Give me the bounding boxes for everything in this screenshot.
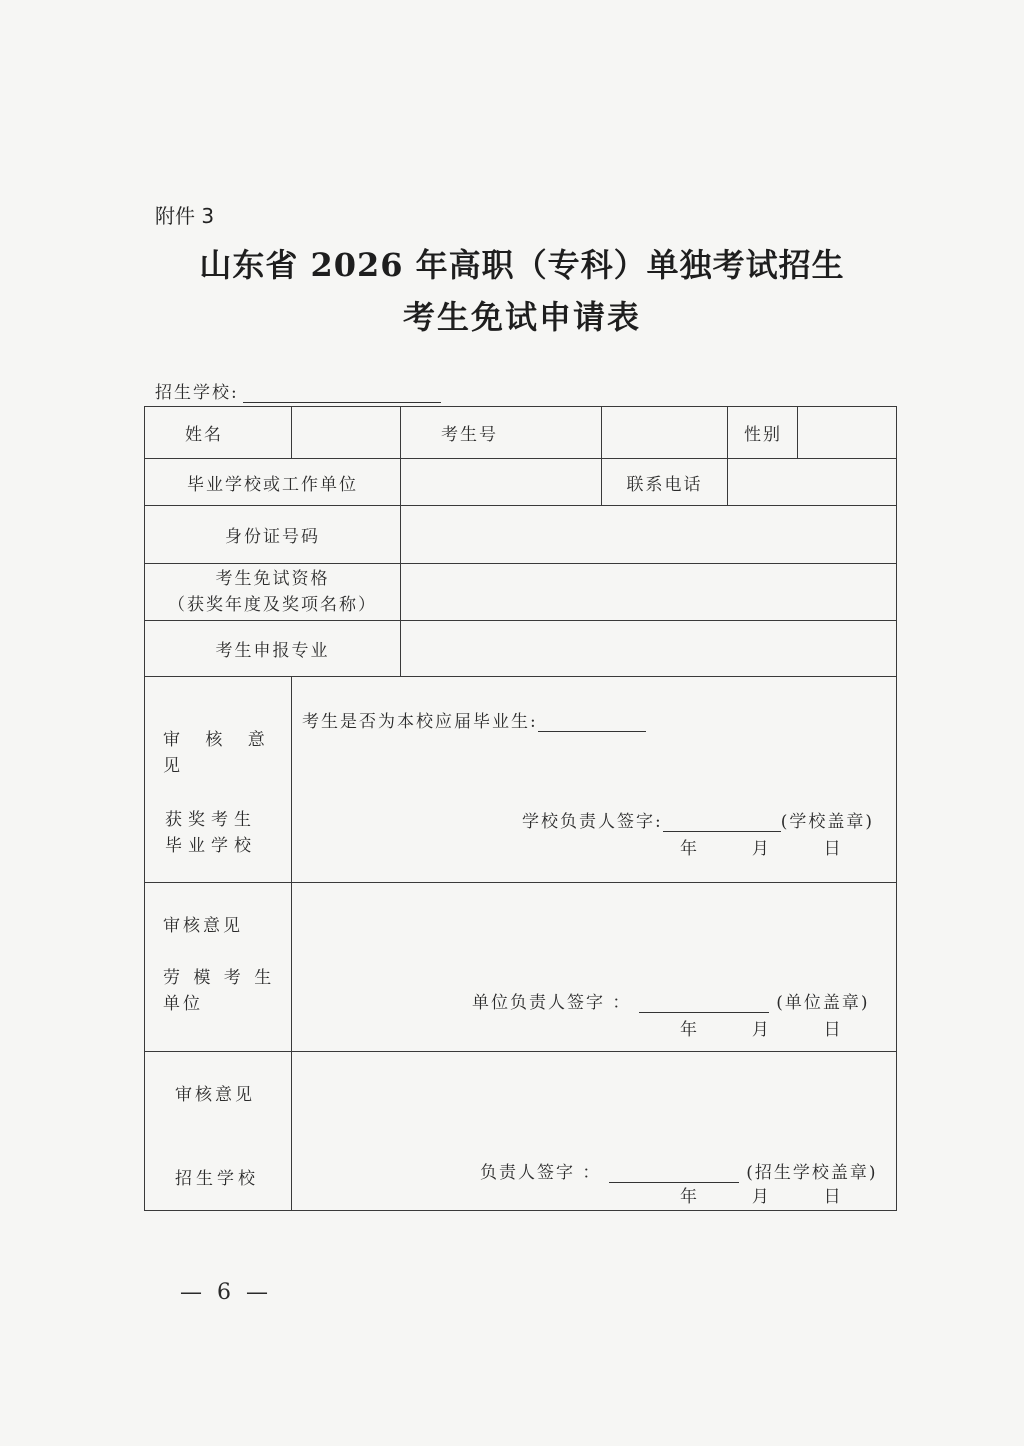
recruit-stamp-label: (招生学校盖章)	[746, 1163, 878, 1183]
graduate-question-label: 考生是否为本校应届毕业生:	[302, 712, 538, 732]
qualification-label-line-1: 考生免试资格	[215, 569, 330, 589]
review-recruit-label-2: 招生学校	[175, 1169, 259, 1189]
qualification-field[interactable]	[401, 564, 897, 621]
recruit-sign-blank[interactable]	[609, 1164, 739, 1183]
school-sign-line	[522, 807, 874, 832]
qualification-label-line-2: （获奖年度及奖项名称）	[168, 595, 377, 615]
unit-stamp-label: (单位盖章)	[776, 993, 870, 1013]
unit-sign-label: 单位负责人签字 ：	[472, 993, 632, 1013]
review-school-label-3: 毕业学校	[165, 836, 257, 856]
document-title-line-1: 山东省 2026 年高职（专科）单独考试招生	[199, 246, 845, 284]
school-or-unit-label: 毕业学校或工作单位	[145, 459, 401, 506]
exam-number-label: 考生号	[401, 407, 602, 459]
review2-month: 月	[751, 1020, 771, 1040]
recruiting-school-blank[interactable]	[243, 384, 441, 403]
phone-label: 联系电话	[602, 459, 728, 506]
recruiting-school-field[interactable]	[155, 378, 441, 403]
name-label: 姓名	[145, 407, 292, 459]
unit-sign-blank[interactable]	[639, 994, 769, 1013]
school-sign-label: 学校负责人签字:	[522, 812, 663, 832]
id-number-field[interactable]	[401, 506, 897, 564]
review-recruit-label	[145, 1052, 292, 1211]
review3-month: 月	[751, 1187, 771, 1207]
review3-year: 年	[680, 1187, 699, 1207]
review-school-content	[292, 677, 897, 883]
name-field[interactable]	[292, 407, 401, 459]
review-school-label-1: 审 核 意 见	[163, 730, 275, 776]
unit-sign-line	[472, 988, 869, 1013]
id-number-label: 身份证号码	[145, 506, 401, 564]
review2-day: 日	[823, 1020, 843, 1040]
attachment-label: 附件 3	[155, 204, 215, 228]
review1-date	[680, 834, 843, 859]
review1-year: 年	[680, 839, 699, 859]
review-unit-label-2: 劳 模 考 生	[163, 968, 276, 988]
review-unit-label-1: 审核意见	[163, 916, 243, 936]
review2-date	[680, 1015, 843, 1040]
major-label: 考生申报专业	[145, 621, 401, 677]
review3-day: 日	[823, 1187, 843, 1207]
exam-number-field[interactable]	[602, 407, 728, 459]
recruit-sign-label: 负责人签字 ：	[480, 1163, 602, 1183]
graduate-question	[302, 707, 646, 732]
review-recruit-content	[292, 1052, 897, 1211]
review-school-label	[145, 677, 292, 883]
qualification-label	[145, 564, 401, 621]
review-recruit-label-1: 审核意见	[175, 1085, 255, 1105]
review-unit-content	[292, 883, 897, 1052]
gender-field[interactable]	[798, 407, 897, 459]
page-number: — 6 —	[180, 1280, 272, 1305]
review1-day: 日	[823, 839, 843, 859]
application-form-table	[144, 406, 897, 1211]
review1-month: 月	[751, 839, 771, 859]
graduate-question-blank[interactable]	[538, 713, 646, 732]
gender-label: 性别	[728, 407, 798, 459]
school-sign-blank[interactable]	[663, 813, 781, 832]
recruiting-school-label: 招生学校:	[155, 383, 239, 403]
phone-field[interactable]	[728, 459, 897, 506]
review3-date	[680, 1182, 843, 1207]
document-title-line-2: 考生免试申请表	[402, 298, 641, 336]
school-stamp-label: (学校盖章)	[780, 812, 874, 832]
school-or-unit-field[interactable]	[401, 459, 602, 506]
review-unit-label	[145, 883, 292, 1052]
review2-year: 年	[680, 1020, 699, 1040]
major-field[interactable]	[401, 621, 897, 677]
review-unit-label-3: 单位	[163, 994, 203, 1014]
review-school-label-2: 获奖考生	[165, 810, 257, 830]
recruit-sign-line	[480, 1158, 877, 1183]
